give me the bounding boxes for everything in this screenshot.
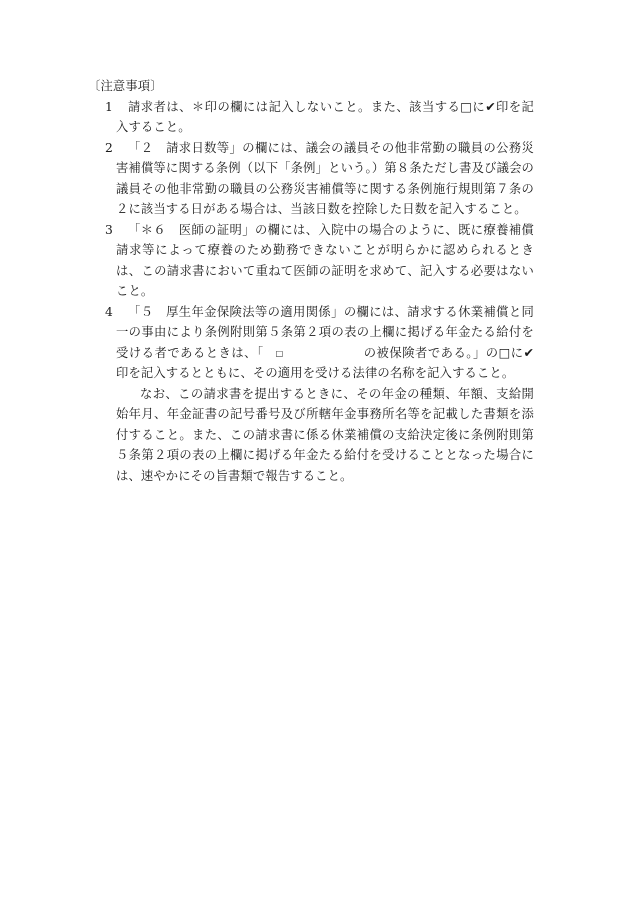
note-item-4	[94, 302, 534, 384]
note-item-number: 4	[105, 304, 113, 319]
note-item-text: 「＊６ 医師の証明」の欄には、入院中の場合のように、既に療養補償請求等によって療養のため勤務できないことが明らかに認められるときは、この請求書において重ねて医師の証明を求めて、記入する必要はないこと。	[116, 222, 534, 298]
note-item-text-after: の被保険者である。」の□に✔印を記入するとともに、その適用を受ける法律の名称を記入すること。	[116, 345, 534, 380]
notes-section	[88, 76, 534, 486]
note-item-2	[94, 138, 534, 220]
note-item-text: 請求者は、＊印の欄には記入しないこと。また、該当する□に✔印を記入すること。	[116, 99, 534, 134]
note-item-text-before: 「５ 厚生年金保険法等の適用関係」の欄には、請求する休業補償と同一の事由により条例附則第５条第２項の表の上欄に掲げる年金たる給付を受ける者であるときは、「	[116, 304, 534, 360]
note-item-number: 1	[105, 99, 113, 114]
note-item-3	[94, 220, 534, 302]
note-item-text: 「２ 請求日数等」の欄には、議会の議員その他非常勤の職員の公務災害補償等に関する条例（以下「条例」という。）第８条ただし書及び議会の議員その他非常勤の職員の公務災害補償等に関する条例施行規則第７条の２に該当する日がある場合は、当該日数を控除した日数を記入すること。	[116, 140, 534, 216]
supplementary-note: なお、この請求書を提出するときに、その年金の種類、年額、支給開始年月、年金証書の記号番号及び所轄年金事務所名等を記載した書類を添付すること。また、この請求書に係る休業補償の支給決定後に条例附則第５条第２項の表の上欄に掲げる年金たる給付を受けることとなった場合には、速やかにその旨書類で報告すること。	[116, 386, 534, 483]
note-item-text	[116, 302, 534, 384]
note-item-1	[94, 97, 534, 138]
notes-heading: 〔注意事項〕	[88, 79, 163, 93]
note-item-number: 2	[105, 140, 113, 155]
checkbox-symbol: □	[275, 348, 284, 358]
note-item-number: 3	[105, 222, 113, 237]
